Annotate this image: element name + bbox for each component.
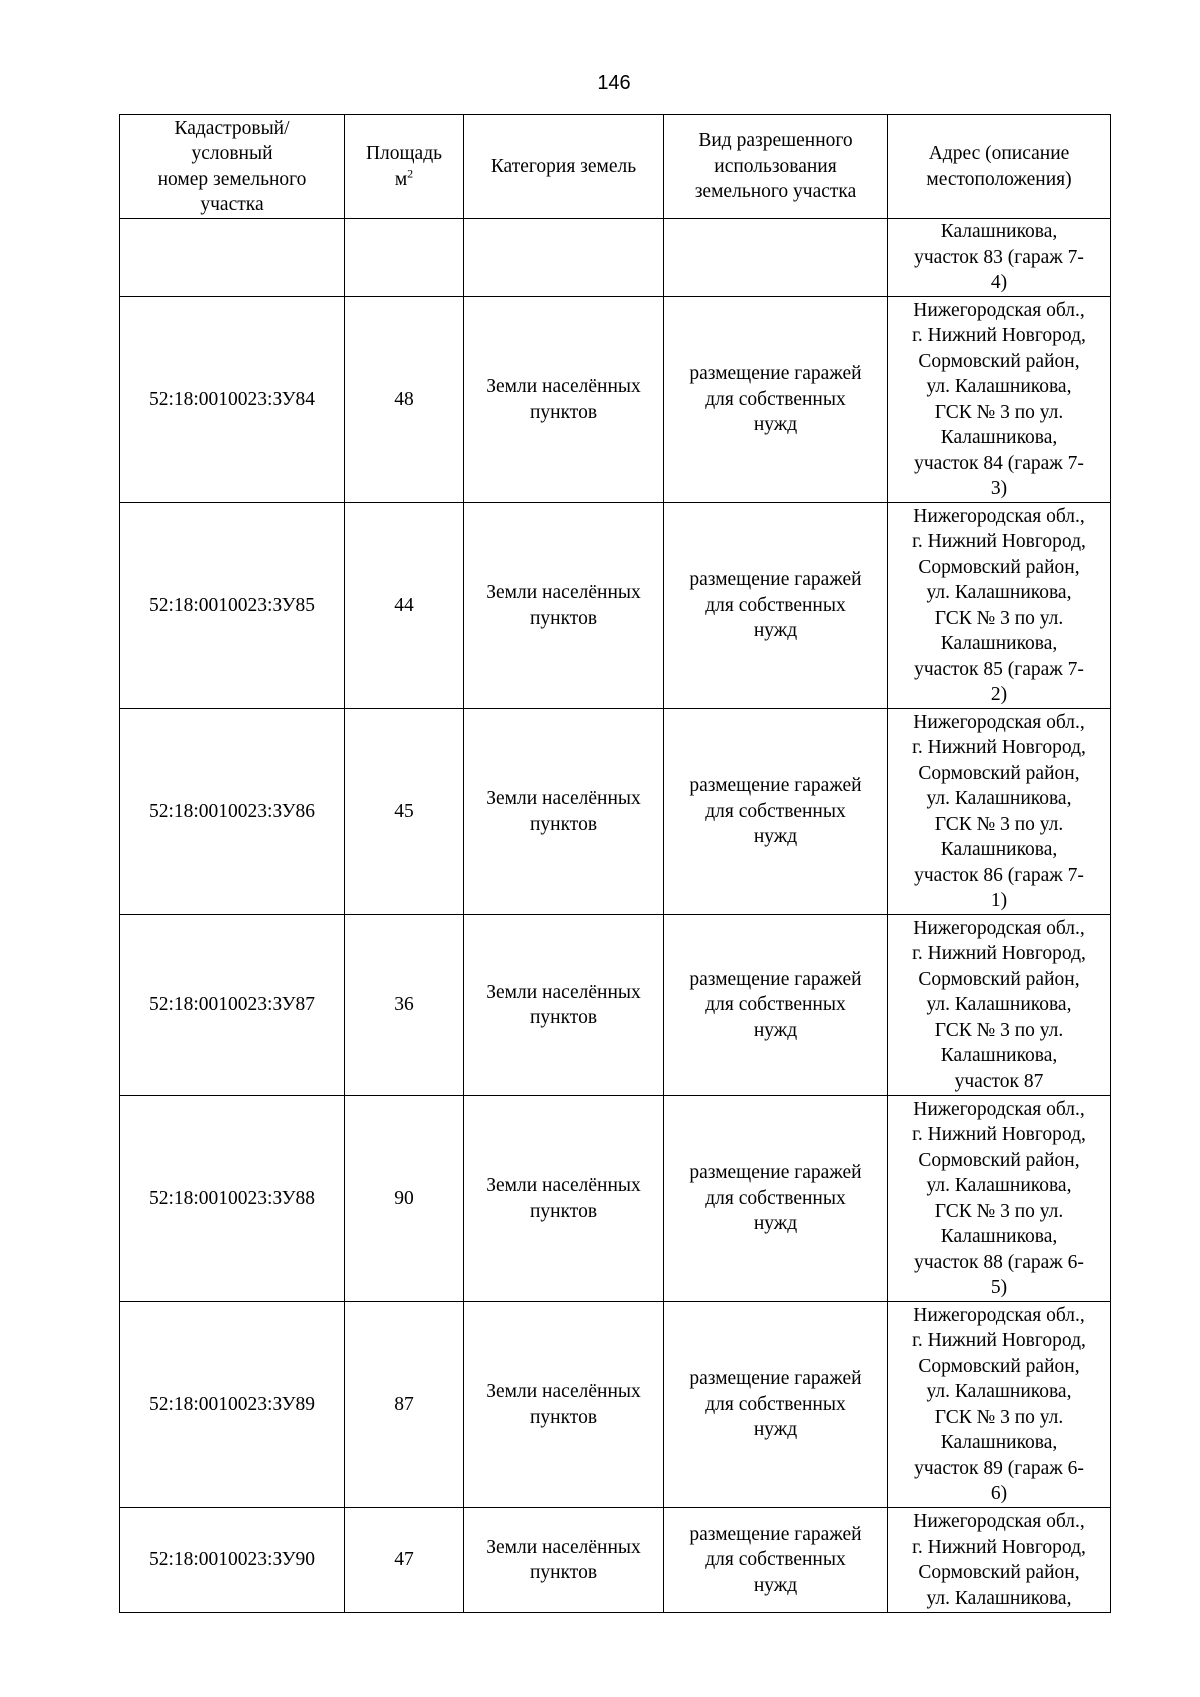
address-line: Нижегородская обл.,	[913, 505, 1085, 527]
cell-address	[888, 219, 1111, 297]
use-line: нужд	[753, 1574, 798, 1596]
address-line: Калашникова,	[940, 1432, 1058, 1453]
header-use-line: использования	[714, 155, 837, 177]
cell-use	[664, 297, 888, 503]
address-line: ул. Калашникова,	[926, 788, 1072, 809]
cell-address	[888, 1302, 1111, 1508]
use-line: для собственных	[705, 1187, 846, 1209]
address-line: Сормовский район,	[918, 1149, 1080, 1171]
page-number: 146	[597, 72, 631, 94]
address-line: 1)	[990, 890, 1008, 911]
cell-area: 36	[345, 915, 464, 1096]
header-area-unit-wrap	[349, 167, 459, 193]
table-row	[120, 1508, 1111, 1613]
use-line: нужд	[753, 1213, 798, 1235]
cell-use	[664, 1508, 888, 1613]
cell-use	[664, 1302, 888, 1508]
category-line: пунктов	[529, 1200, 598, 1222]
cell-cadastral: 52:18:0010023:ЗУ86	[120, 709, 345, 915]
use-line: размещение гаражей	[689, 968, 862, 990]
table-row	[120, 1302, 1111, 1508]
land-plots-table	[119, 114, 1111, 1613]
cell-area: 47	[345, 1508, 464, 1613]
address-line: Калашникова,	[940, 221, 1058, 243]
header-cadastral-number	[120, 115, 345, 219]
header-cadastral-line: условный	[191, 143, 273, 164]
cell-use	[664, 915, 888, 1096]
use-line: для собственных	[705, 800, 846, 822]
cell-category	[464, 219, 664, 297]
address-line: 2)	[990, 684, 1008, 705]
address-line: Сормовский район,	[918, 1355, 1080, 1377]
address-line: Нижегородская обл.,	[913, 1511, 1085, 1532]
use-line: размещение гаражей	[689, 363, 862, 385]
cell-cadastral: 52:18:0010023:ЗУ85	[120, 503, 345, 709]
address-line: Сормовский район,	[918, 762, 1080, 784]
address-line: ГСК № 3 по ул.	[934, 401, 1064, 423]
address-line: ул. Калашникова,	[926, 994, 1072, 1016]
address-line: Сормовский район,	[918, 350, 1080, 372]
header-permitted-use	[664, 115, 888, 219]
category-line: Земли населённых	[486, 788, 641, 809]
cell-area: 45	[345, 709, 464, 915]
use-line: для собственных	[705, 1549, 846, 1571]
category-line: пунктов	[529, 1406, 598, 1428]
category-line: Земли населённых	[486, 981, 641, 1003]
table-row	[120, 503, 1111, 709]
header-use-line: Вид разрешенного	[698, 130, 853, 152]
use-line: нужд	[753, 826, 798, 848]
address-line: 3)	[990, 478, 1008, 499]
address-line: ул. Калашникова,	[926, 1381, 1072, 1402]
category-line: пунктов	[529, 813, 598, 835]
header-category-label: Категория земель	[490, 155, 637, 177]
use-line: размещение гаражей	[689, 1162, 862, 1184]
address-line: Калашникова,	[940, 839, 1058, 860]
header-area-label: Площадь	[365, 143, 443, 164]
category-line: Земли населённых	[486, 376, 641, 397]
category-line: Земли населённых	[486, 1175, 641, 1196]
table-body	[120, 219, 1111, 1613]
cell-area: 90	[345, 1096, 464, 1302]
cell-cadastral: 52:18:0010023:ЗУ90	[120, 1508, 345, 1613]
address-line: 4)	[990, 272, 1008, 294]
use-line: размещение гаражей	[689, 1523, 862, 1545]
category-line: пунктов	[529, 607, 598, 629]
category-line: пунктов	[529, 1562, 598, 1583]
cell-address	[888, 1096, 1111, 1302]
cell-category	[464, 1096, 664, 1302]
cell-cadastral: 52:18:0010023:ЗУ84	[120, 297, 345, 503]
cell-area: 48	[345, 297, 464, 503]
use-line: нужд	[753, 1019, 798, 1041]
header-area	[345, 115, 464, 219]
cell-category	[464, 503, 664, 709]
address-line: участок 84 (гараж 7-	[914, 452, 1084, 474]
address-line: участок 85 (гараж 7-	[914, 658, 1084, 680]
header-address-line: Адрес (описание	[928, 143, 1070, 164]
table-row	[120, 297, 1111, 503]
address-line: участок 83 (гараж 7-	[914, 246, 1084, 268]
cell-address	[888, 1508, 1111, 1613]
table-row-continuation	[120, 219, 1111, 297]
cell-address	[888, 915, 1111, 1096]
address-line: ул. Калашникова,	[926, 1587, 1072, 1609]
use-line: для собственных	[705, 594, 846, 616]
address-line: участок 88 (гараж 6-	[914, 1251, 1084, 1273]
use-line: нужд	[753, 1419, 798, 1441]
address-line: Калашникова,	[940, 633, 1058, 654]
category-line: пунктов	[529, 1007, 598, 1028]
table-row	[120, 1096, 1111, 1302]
address-line: ГСК № 3 по ул.	[934, 607, 1064, 629]
use-line: размещение гаражей	[689, 1368, 862, 1390]
use-line: для собственных	[705, 388, 846, 410]
cell-category	[464, 915, 664, 1096]
address-line: Нижегородская обл.,	[913, 711, 1085, 733]
address-line: Сормовский район,	[918, 968, 1080, 990]
header-cadastral-line: номер земельного	[157, 168, 307, 190]
address-line: ГСК № 3 по ул.	[934, 1200, 1064, 1222]
table-header-row	[120, 115, 1111, 219]
cell-use	[664, 1096, 888, 1302]
use-line: размещение гаражей	[689, 775, 862, 797]
cell-cadastral	[120, 219, 345, 297]
category-line: пунктов	[529, 401, 598, 423]
address-line: Нижегородская обл.,	[913, 917, 1085, 939]
address-line: г. Нижний Новгород,	[912, 943, 1086, 965]
header-cadastral-line: Кадастровый/	[174, 117, 290, 139]
address-line: ГСК № 3 по ул.	[934, 1406, 1064, 1428]
header-address-line: местоположения)	[926, 168, 1072, 190]
cell-use	[664, 709, 888, 915]
header-address	[888, 115, 1111, 219]
address-line: ГСК № 3 по ул.	[934, 813, 1064, 835]
use-line: для собственных	[705, 1393, 846, 1415]
address-line: Калашникова,	[940, 1226, 1058, 1247]
cell-cadastral: 52:18:0010023:ЗУ89	[120, 1302, 345, 1508]
cell-use	[664, 503, 888, 709]
address-line: Сормовский район,	[918, 1562, 1080, 1583]
address-line: Нижегородская обл.,	[913, 299, 1085, 321]
address-line: Калашникова,	[940, 1045, 1058, 1067]
use-line: нужд	[753, 414, 798, 436]
header-area-unit-sup: 2	[407, 166, 414, 180]
address-line: Калашникова,	[940, 427, 1058, 448]
address-line: 6)	[990, 1483, 1008, 1504]
cell-category	[464, 1508, 664, 1613]
cell-cadastral: 52:18:0010023:ЗУ88	[120, 1096, 345, 1302]
category-line: Земли населённых	[486, 1536, 641, 1558]
cell-area: 87	[345, 1302, 464, 1508]
category-line: Земли населённых	[486, 1381, 641, 1402]
address-line: г. Нижний Новгород,	[912, 1124, 1086, 1145]
address-line: ул. Калашникова,	[926, 582, 1072, 603]
category-line: Земли населённых	[486, 582, 641, 603]
cell-category	[464, 297, 664, 503]
address-line: Нижегородская обл.,	[913, 1304, 1085, 1326]
address-line: 5)	[990, 1277, 1008, 1298]
address-line: г. Нижний Новгород,	[912, 737, 1086, 758]
use-line: размещение гаражей	[689, 569, 862, 591]
cell-category	[464, 709, 664, 915]
cell-address	[888, 503, 1111, 709]
address-line: г. Нижний Новгород,	[912, 531, 1086, 552]
cell-area	[345, 219, 464, 297]
header-use-line: земельного участка	[694, 181, 857, 203]
address-line: участок 86 (гараж 7-	[914, 864, 1084, 886]
address-line: г. Нижний Новгород,	[912, 1330, 1086, 1351]
address-line: ГСК № 3 по ул.	[934, 1019, 1064, 1041]
cell-address	[888, 709, 1111, 915]
address-line: участок 87	[954, 1070, 1044, 1092]
use-line: нужд	[753, 620, 798, 642]
address-line: ул. Калашникова,	[926, 1175, 1072, 1196]
cell-category	[464, 1302, 664, 1508]
address-line: участок 89 (гараж 6-	[914, 1457, 1084, 1479]
cell-cadastral: 52:18:0010023:ЗУ87	[120, 915, 345, 1096]
header-cadastral-line: участка	[200, 194, 264, 215]
cell-area: 44	[345, 503, 464, 709]
header-area-unit: м	[394, 168, 408, 190]
address-line: Сормовский район,	[918, 556, 1080, 578]
header-category	[464, 115, 664, 219]
address-line: г. Нижний Новгород,	[912, 325, 1086, 346]
address-line: Нижегородская обл.,	[913, 1098, 1085, 1120]
address-line: г. Нижний Новгород,	[912, 1536, 1086, 1558]
address-line: ул. Калашникова,	[926, 376, 1072, 397]
use-line: для собственных	[705, 994, 846, 1016]
cell-address	[888, 297, 1111, 503]
table-row	[120, 709, 1111, 915]
cell-use	[664, 219, 888, 297]
table-row	[120, 915, 1111, 1096]
